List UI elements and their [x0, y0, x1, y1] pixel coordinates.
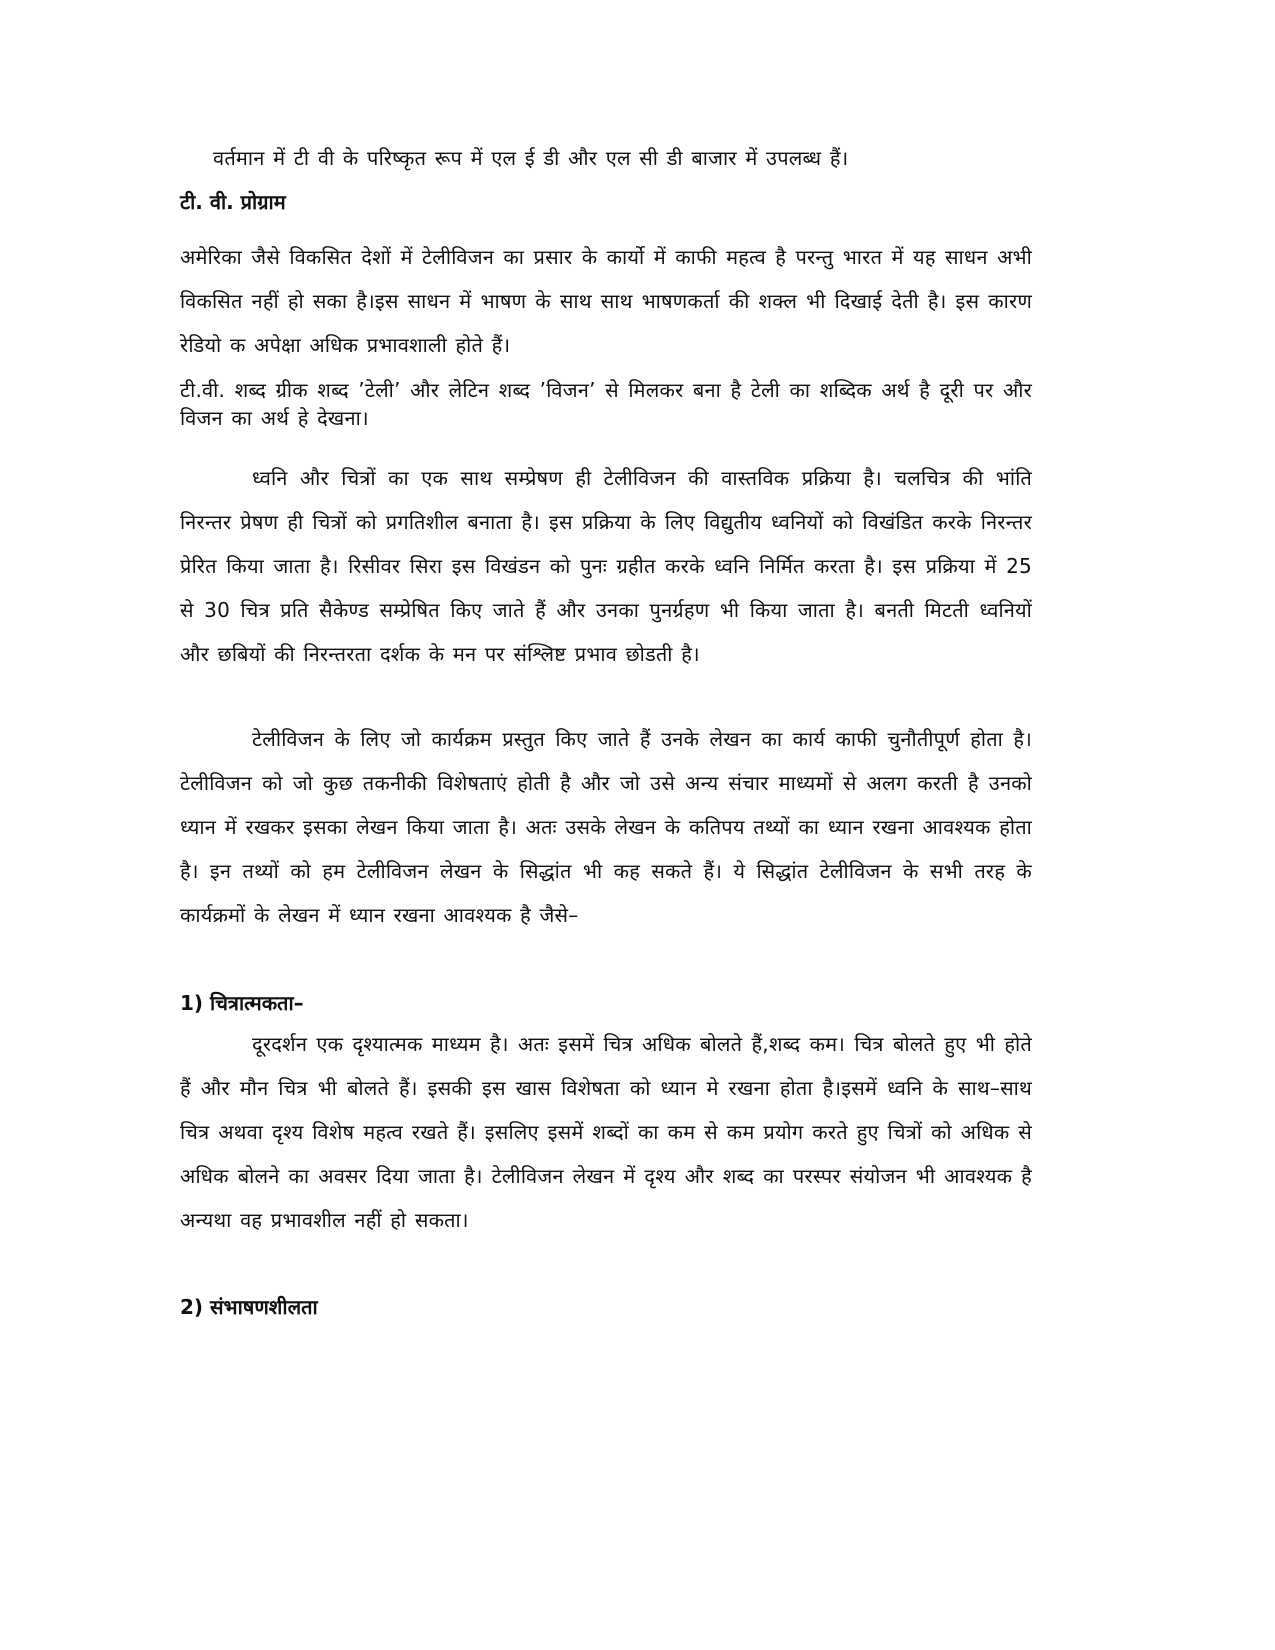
sound-images-paragraph: ध्वनि और चित्रों का एक साथ सम्प्रेषण ही टेलीविजन की वास्तविक प्रक्रिया है। चलचित्र की भांति निरन्तर प्रेषण ही चित्रों को प्रगतिशील बनाता है। इस प्रक्रिया के लिए विद्युतीय ध्वनियों को विखंडित करके निरन्तर प्रेरित किया जाता है। रिसीवर सिरा इस विखंडन को पुनः ग्रहीत करके ध्वनि निर्मित करता है। इस प्रक्रिया में 25 से 30 चित्र प्रति सैकेण्ड सम्प्रेषित किए जाते हैं और उनका पुनर्ग्रहण भी किया जाता है। बनती मिटती ध्वनियों और छबियों की निरन्तरता दर्शक के मन पर संश्लिष्ट प्रभाव छोडती है। [180, 466, 1032, 666]
etymology-paragraph: टी.वी. शब्द ग्रीक शब्द ’टेली’ और लेटिन शब्द ’विजन’ से मिलकर बना है टेली का शब्दिक अर्थ है दूरी पर और विजन का अर्थ हे देखना। [180, 378, 1032, 430]
section-heading-conversational: 2) संभाषणशीलता [180, 1295, 318, 1319]
section-heading-tv-program: टी. वी. प्रोग्राम [180, 190, 286, 214]
america-paragraph: अमेरिका जैसे विकसित देशों में टेलीविजन का प्रसार के कार्यो में काफी महत्व है परन्तु भारत में यह साधन अभी विकसित नहीं हो सका है।इस साधन में भाषण के साथ साथ भाषणकर्ता की शक्ल भी दिखाई देती है। इस कारण रेडियो क अपेक्षा अधिक प्रभावशाली होते हैं। [180, 245, 1032, 357]
writing-principles-paragraph: टेलीविजन के लिए जो कार्यक्रम प्रस्तुत किए जाते हैं उनके लेखन का कार्य काफी चुनौतीपूर्ण होता है। टेलीविजन को जो कुछ तकनीकी विशेषताएं होती है और जो उसे अन्य संचार माध्यमों से अलग करती है उनको ध्यान में रखकर इसका लेखन किया जाता है। अतः उसके लेखन के कतिपय तथ्यों का ध्यान रखना आवश्यक होता है। इन तथ्यों को हम टेलीविजन लेखन के सिद्धांत भी कह सकते हैं। ये सिद्धांत टेलीविजन के सभी तरह के कार्यक्रमों के लेखन में ध्यान रखना आवश्यक है जैसे– [180, 727, 1032, 927]
section-heading-pictoriality: 1) चित्रात्मकता– [180, 991, 304, 1015]
pictoriality-paragraph: दूरदर्शन एक दृश्यात्मक माध्यम है। अतः इसमें चित्र अधिक बोलते हैं,शब्द कम। चित्र बोलते हुए भी होते हैं और मौन चित्र भी बोलते हैं। इसकी इस खास विशेषता को ध्यान मे रखना होता है।इसमें ध्वनि के साथ–साथ चित्र अथवा दृश्य विशेष महत्व रखते हैं। इसलिए इसमें शब्दों का कम से कम प्रयोग करते हुए चित्रों को अधिक से अधिक बोलने का अवसर दिया जाता है। टेलीविजन लेखन में दृश्य और शब्द का परस्पर संयोजन भी आवश्यक है अन्यथा वह प्रभावशील नहीं हो सकता। [180, 1032, 1032, 1232]
intro-paragraph: वर्तमान में टी वी के परिष्कृत रूप में एल ई डी और एल सी डी बाजार में उपलब्ध हैं। [213, 146, 849, 170]
